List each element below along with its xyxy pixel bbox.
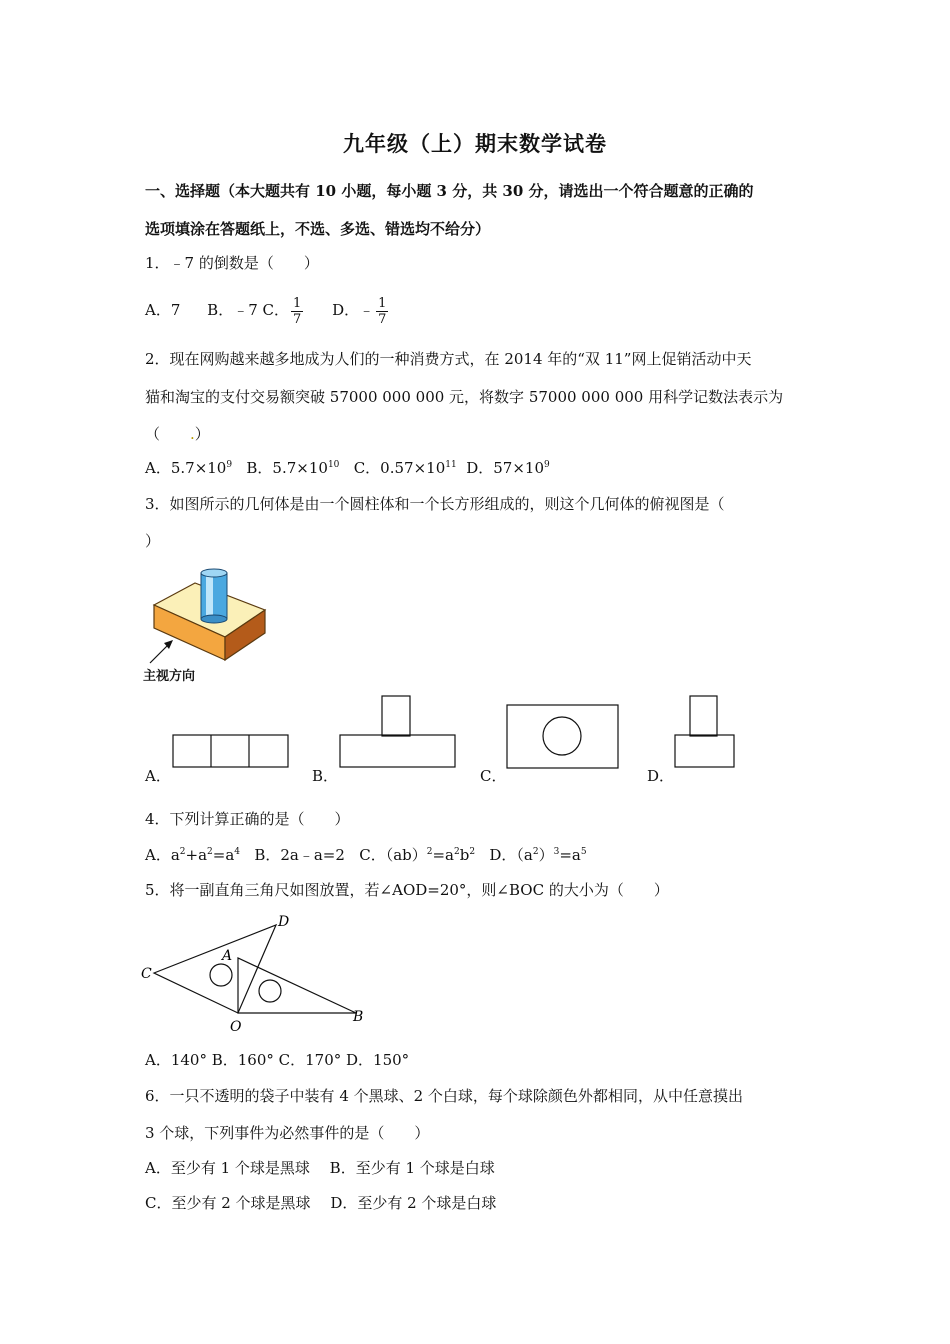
figure-caption: 主视方向 xyxy=(143,669,196,684)
cylinder-body xyxy=(201,573,227,619)
q3-option-c-figure xyxy=(504,702,622,772)
q1-option-a: A．7 xyxy=(145,301,181,319)
q4-options xyxy=(145,845,587,865)
triangle-aob xyxy=(238,958,356,1013)
q2-option-d: D．$57\times 10^9$ xyxy=(466,459,550,477)
q5-stem: 5．将一副直角三角尺如图放置，若∠AOD=20°，则∠BOC 的大小为（ ） xyxy=(145,881,669,899)
q4-option-b: B．2a﹣a=2 xyxy=(254,846,345,864)
q2-line3: （ .） xyxy=(145,425,210,443)
triangle-hole-2 xyxy=(259,980,281,1002)
page-title: 九年级（上）期末数学试卷 xyxy=(343,131,607,156)
q6-options-cd: C．至少有 2 个球是黑球 D．至少有 2 个球是白球 xyxy=(145,1194,497,1212)
point-label-d: D xyxy=(278,914,290,930)
q5-options: A．140° B．160° C．170° D．150° xyxy=(145,1051,410,1069)
section-header-line1: 一、选择题（本大题共有 10 小题，每小题 3 分，共 30 分，请选出一个符合题意的正确的 xyxy=(145,182,754,200)
q6-line2: 3 个球，下列事件为必然事件的是（ ） xyxy=(145,1124,430,1142)
q5-triangle-figure xyxy=(138,910,373,1035)
q1-option-d-fraction: $\frac{1}{7}$ xyxy=(378,295,387,327)
q2-line2: 猫和淘宝的支付交易额突破 57000 000 000 元，将数字 57000 000 000 用科学记数法表示为 xyxy=(145,388,784,406)
point-label-c: C xyxy=(141,966,152,982)
q3-option-b-figure xyxy=(337,694,459,772)
q4-stem: 4．下列计算正确的是（ ） xyxy=(145,810,350,828)
cylinder-bottom xyxy=(201,615,227,623)
cylinder-top xyxy=(201,569,227,577)
q1-option-b: B．﹣7 xyxy=(207,301,258,319)
q3-option-d-figure xyxy=(672,694,738,772)
q2-option-c: C．$0.57\times 10^{11}$ xyxy=(353,459,457,477)
q2-option-a: A．$5.7\times 10^9$ xyxy=(145,459,233,477)
q2-line1: 2．现在网购越来越多地成为人们的一种消费方式，在 2014 年的“双 11”网上促销活动中天 xyxy=(145,350,752,368)
q1-stem: 1．﹣7 的倒数是（ ） xyxy=(145,254,319,272)
q3-option-a-label: A． xyxy=(145,767,171,785)
q3-option-b-label: B． xyxy=(312,767,339,785)
section-header-line2: 选项填涂在答题纸上，不选、多选、错选均不给分） xyxy=(145,220,491,238)
q4-option-d: D．$(a^2)^3=a^5$ xyxy=(489,846,587,864)
q4-option-c: C．$(ab)^2=a^2b^2$ xyxy=(359,846,476,864)
q1-options xyxy=(145,292,390,328)
q3-option-d-label: D． xyxy=(647,767,675,785)
cylinder-highlight xyxy=(206,573,213,619)
q3-option-c-label: C． xyxy=(480,767,507,785)
point-label-o: O xyxy=(230,1019,242,1035)
q4-option-a: A．$a^2+a^2=a^4$ xyxy=(145,846,241,864)
point-label-b: B xyxy=(353,1009,364,1025)
q1-option-d: D．﹣ xyxy=(332,301,375,319)
q2-option-b: B．$5.7\times 10^{10}$ xyxy=(246,459,340,477)
triangle-hole-1 xyxy=(210,964,232,986)
q3-line1: 3．如图所示的几何体是由一个圆柱体和一个长方形组成的，则这个几何体的俯视图是（ xyxy=(145,495,725,513)
q6-options-ab: A．至少有 1 个球是黑球 B．至少有 1 个球是白球 xyxy=(145,1159,495,1177)
q6-line1: 6．一只不透明的袋子中装有 4 个黑球、2 个白球，每个球除颜色外都相同，从中任意摸出 xyxy=(145,1087,743,1105)
triangle-cdo xyxy=(154,925,276,1013)
q1-option-c: C． xyxy=(262,301,290,319)
q3-line2: ） xyxy=(145,532,161,550)
point-label-a: A xyxy=(222,948,233,964)
q3-option-a-figure xyxy=(170,732,292,772)
q2-options xyxy=(145,458,550,478)
q1-option-c-fraction: $\frac{1}{7}$ xyxy=(293,295,302,327)
